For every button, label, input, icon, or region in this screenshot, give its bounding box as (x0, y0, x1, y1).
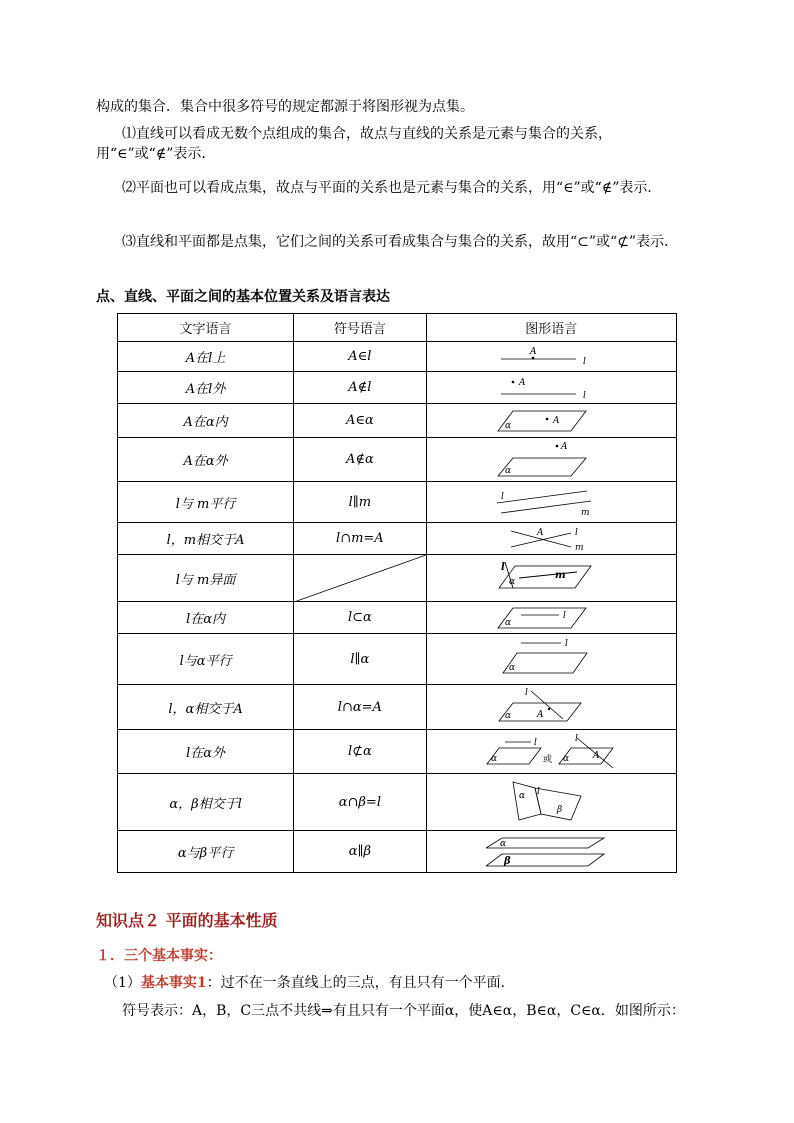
planes-intersect-figure (491, 776, 611, 828)
svg-text:A: A (553, 415, 560, 426)
row-symbol: l∩α=A (294, 685, 427, 730)
svg-text:α: α (563, 753, 570, 764)
header-symbol-language: 符号语言 (294, 314, 427, 342)
table-caption: 点、直线、平面之间的基本位置关系及语言表达 (96, 289, 390, 305)
row-text: l与 m平行 (118, 482, 294, 523)
svg-text:α: α (519, 791, 526, 801)
intersecting-lines-figure (491, 525, 611, 553)
svg-text:α: α (509, 663, 516, 673)
fact-1-symbol: 符号表示：A，B，C三点不共线⇒有且只有一个平面α，使A∈α，B∈α，C∈α．如图所示： (122, 1003, 685, 1019)
svg-text:β: β (504, 855, 511, 867)
row-symbol: l∩m=A (294, 523, 427, 555)
svg-text:α: α (505, 711, 512, 721)
row-figure (426, 685, 676, 730)
row-text: α与β平行 (118, 831, 294, 873)
svg-text:m: m (581, 508, 590, 518)
svg-text:l: l (537, 787, 541, 797)
row-symbol: α∩β=l (294, 774, 427, 831)
fact-1-name: 基本事实1 (140, 975, 207, 991)
row-symbol: α∥β (294, 831, 427, 873)
table-row (118, 685, 677, 730)
row-text: A在l外 (118, 372, 294, 404)
skew-lines-figure (491, 558, 611, 598)
svg-text:α: α (505, 465, 512, 476)
svg-text:A: A (537, 527, 544, 538)
svg-text:α: α (491, 753, 498, 764)
row-text: l与α平行 (118, 634, 294, 685)
svg-text:l: l (575, 733, 579, 744)
svg-text:α: α (509, 577, 516, 587)
row-figure (426, 602, 676, 634)
row-text: A在α内 (118, 404, 294, 438)
svg-text:l: l (575, 527, 579, 538)
section-subtitle: １．三个基本事实： (96, 948, 222, 964)
point-off-line-figure (491, 374, 611, 402)
table-row (118, 404, 677, 438)
row-figure (426, 634, 676, 685)
intro-item-2: ⑵平面也可以看成点集，故点与平面的关系也是元素与集合的关系，用“∈”或“∉”表示． (122, 180, 662, 196)
table-header-row (118, 314, 677, 342)
svg-text:l: l (534, 737, 538, 748)
svg-text:m: m (575, 542, 584, 553)
table-row (118, 634, 677, 685)
row-symbol: l∥α (294, 634, 427, 685)
svg-text:m: m (555, 570, 566, 581)
table-row (118, 555, 677, 602)
svg-text:l: l (583, 356, 587, 367)
svg-text:A: A (593, 750, 600, 761)
row-figure (426, 482, 676, 523)
row-symbol: A∈l (294, 342, 427, 372)
row-text: l，m相交于A (118, 523, 294, 555)
fact-1 (104, 973, 710, 993)
line-outside-plane-figure (481, 732, 621, 772)
point-outside-plane-figure (491, 440, 611, 480)
line-intersects-plane-figure (491, 687, 611, 727)
point-on-line-figure (491, 344, 611, 370)
row-symbol: l∥m (294, 482, 427, 523)
row-figure (426, 372, 676, 404)
row-text: l在α内 (118, 602, 294, 634)
svg-text:A: A (537, 710, 544, 720)
parallel-lines-figure (491, 485, 611, 519)
diagonal-slash (294, 555, 426, 602)
table-row (118, 602, 677, 634)
header-text-language: 文字语言 (118, 314, 294, 342)
table-row (118, 774, 677, 831)
relations-table (117, 313, 677, 873)
fact-1-body: ：过不在一条直线上的三点，有且只有一个平面． (206, 975, 515, 991)
intro-line: 构成的集合．集合中很多符号的规定都源于将图形视为点集。 (96, 99, 474, 115)
section-title: 知识点２ 平面的基本性质 (96, 911, 278, 930)
row-figure (426, 438, 676, 482)
row-figure (426, 555, 676, 602)
row-figure (426, 774, 676, 831)
svg-text:α: α (500, 838, 507, 849)
row-figure (426, 730, 676, 774)
svg-text:l: l (501, 562, 506, 573)
row-figure (426, 404, 676, 438)
table-row (118, 482, 677, 523)
row-symbol-empty (294, 555, 427, 602)
row-symbol: l⊂α (294, 602, 427, 634)
row-symbol: A∉l (294, 372, 427, 404)
svg-text:α: α (505, 617, 512, 628)
svg-text:l: l (565, 639, 569, 649)
row-text: l与 m异面 (118, 555, 294, 602)
row-figure (426, 831, 676, 873)
table-row (118, 523, 677, 555)
fact-1-prefix: （1） (104, 975, 141, 991)
table-row (118, 730, 677, 774)
svg-text:l: l (525, 688, 529, 698)
svg-text:β: β (557, 805, 563, 815)
svg-text:A: A (561, 441, 568, 452)
point-in-plane-figure (491, 407, 611, 435)
svg-text:A: A (519, 377, 526, 388)
row-symbol: A∈α (294, 404, 427, 438)
header-figure-language: 图形语言 (426, 314, 676, 342)
row-text: A在l上 (118, 342, 294, 372)
row-text: A在α外 (118, 438, 294, 482)
row-symbol: l⊄α (294, 730, 427, 774)
intro-item-1: ⑴直线可以看成无数个点组成的集合，故点与直线的关系是元素与集合的关系，用“∈”或“∉”表示． (96, 126, 612, 162)
row-text: l，α相交于A (118, 685, 294, 730)
row-figure (426, 342, 676, 372)
table-row (118, 831, 677, 873)
table-row (118, 438, 677, 482)
intro-item-3: ⑶直线和平面都是点集，它们之间的关系可看成集合与集合的关系，故用“⊂”或“⊄”表示． (122, 234, 679, 250)
parallel-planes-figure (486, 834, 616, 870)
table-row (118, 372, 677, 404)
or-label: 或 (543, 754, 553, 765)
svg-text:l: l (501, 492, 505, 502)
svg-text:α: α (505, 420, 512, 431)
line-parallel-plane-figure (491, 637, 611, 681)
svg-text:A: A (530, 346, 537, 357)
table-row (118, 342, 677, 372)
row-symbol: A∉α (294, 438, 427, 482)
svg-text:l: l (583, 390, 587, 401)
row-text: l在α外 (118, 730, 294, 774)
svg-text:l: l (563, 610, 567, 621)
line-in-plane-figure (491, 604, 611, 632)
row-figure (426, 523, 676, 555)
row-text: α，β相交于l (118, 774, 294, 831)
